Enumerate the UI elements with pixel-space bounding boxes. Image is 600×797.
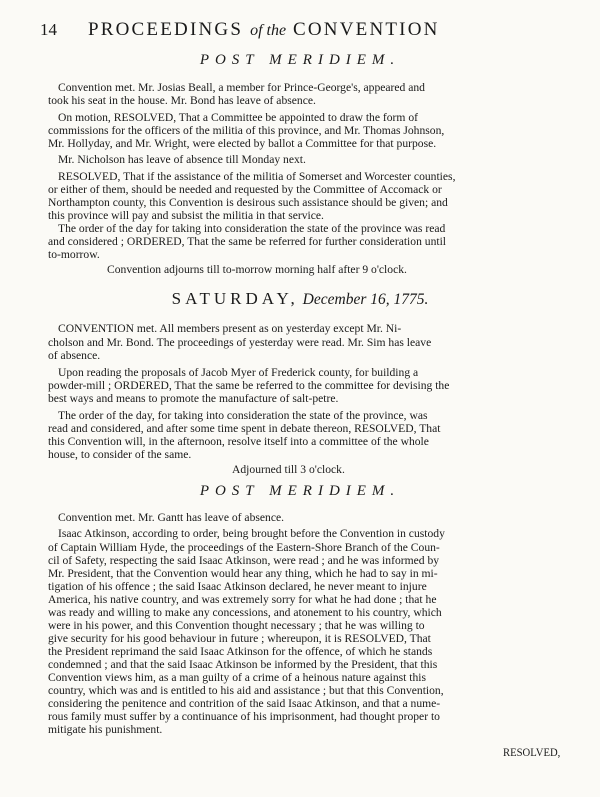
running-title-b: CONVENTION (293, 19, 440, 40)
text-line: Convention adjourns till to-morrow morning half after 9 o'clock. (107, 263, 407, 276)
text-line: cil of Safety, respecting the said Isaac Atkinson, were read ; and he was informed by (48, 554, 440, 567)
text-line: give security for his good behaviour in future ; whereupon, it is RESOLVED, That (48, 632, 431, 645)
text-line: this province will pay and subsist the militia in that service. (48, 209, 324, 222)
text-line: were in his power, and this Convention thought necessary ; that he was willing to (48, 619, 425, 632)
text-line: the President reprimand the said Isaac Atkinson for the offence, of which he stands (48, 645, 433, 658)
running-title-a: PROCEEDINGS (88, 19, 244, 40)
text-line: tigation of his offence ; the said Isaac Atkinson declared, he never meant to injure (48, 580, 427, 593)
text-line: took his seat in the house. Mr. Bond has leave of absence. (48, 94, 316, 107)
text-line: commissions for the officers of the militia of this province, and Mr. Thomas Johnson, (48, 124, 445, 137)
text-line: country, which was and is entitled to his aid and assistance ; but that this Convention, (48, 684, 444, 697)
catchword: RESOLVED, (503, 746, 561, 759)
text-line: to-morrow. (48, 248, 100, 261)
running-title-of: of the (250, 22, 287, 39)
text-line: best ways and means to promote the manufacture of salt-petre. (48, 392, 339, 405)
text-line: The order of the day for taking into consideration the state of the province was read (58, 222, 446, 235)
text-line: of Captain William Hyde, the proceedings of the Eastern-Shore Branch of the Coun- (48, 541, 440, 554)
text-line: this Convention will, in the afternoon, resolve itself into a committee of the whole (48, 435, 429, 448)
page-number: 14 (40, 20, 57, 39)
text-line: mitigate his punishment. (48, 723, 163, 736)
text-line: was ready and willing to make any concessions, and atonement to his country, which (48, 606, 442, 619)
text-line: On motion, RESOLVED, That a Committee be appointed to draw the form of (58, 111, 418, 124)
text-line: condemned ; and that the said Isaac Atkinson be informed by the President, that this (48, 658, 438, 671)
date-text: December 16, 1775. (302, 291, 429, 308)
text-line: RESOLVED, That if the assistance of the militia of Somerset and Worcester counties, (58, 170, 456, 183)
text-line: or either of them, should be needed and requested by the Committee of Accomack or (48, 183, 442, 196)
page-header (40, 20, 580, 44)
text-line: America, his native country, and was extremely sorry for what he had done ; that he (48, 593, 437, 606)
text-line: Mr. Hollyday, and Mr. Wright, were elected by ballot a Committee for that purpose. (48, 137, 437, 150)
text-line: Northampton county, this Convention is desirous such assistance should be given; and (48, 196, 448, 209)
text-line: and considered ; ORDERED, That the same be referred for further consideration until (48, 235, 447, 248)
text-line: cholson and Mr. Bond. The proceedings of yesterday were read. Mr. Sim has leave (48, 336, 432, 349)
text-line: of absence. (48, 349, 101, 362)
section-heading-post-meridiem-2: POST MERIDIEM. (199, 483, 401, 499)
text-line: Convention views him, as a man guilty of a crime of a heinous nature against this (48, 671, 427, 684)
text-line: The order of the day, for taking into consideration the state of the province, was (58, 409, 428, 422)
text-line: Convention met. Mr. Gantt has leave of absence. (58, 511, 285, 524)
text-line: house, to consider of the same. (48, 448, 192, 461)
text-line: Mr. President, that the Convention would hear any thing, which he had to say in mi- (48, 567, 438, 580)
text-line: read and considered, and after some time spent in debate thereon, RESOLVED, That (48, 422, 441, 435)
text-line: Convention met. Mr. Josias Beall, a member for Prince-George's, appeared and (58, 81, 425, 94)
text-line: Adjourned till 3 o'clock. (232, 463, 345, 476)
text-line: considering the penitence and contrition of the said Isaac Atkinson, and that a nume- (48, 697, 441, 710)
text-line: Upon reading the proposals of Jacob Myer of Frederick county, for building a (58, 366, 419, 379)
date-heading (0, 289, 600, 309)
text-line: Mr. Nicholson has leave of absence till Monday next. (58, 153, 306, 166)
text-line: powder-mill ; ORDERED, That the same be referred to the committee for devising the (48, 379, 450, 392)
text-line: Isaac Atkinson, according to order, being brought before the Convention in custody (58, 527, 445, 540)
text-line: rous family must suffer by a continuance of his imprisonment, had thought proper to (48, 710, 440, 723)
text-line: CONVENTION met. All members present as on yesterday except Mr. Ni- (58, 322, 402, 335)
date-day: SATURDAY, (171, 289, 299, 308)
running-title (88, 19, 440, 41)
section-heading-post-meridiem-1: POST MERIDIEM. (199, 52, 401, 68)
